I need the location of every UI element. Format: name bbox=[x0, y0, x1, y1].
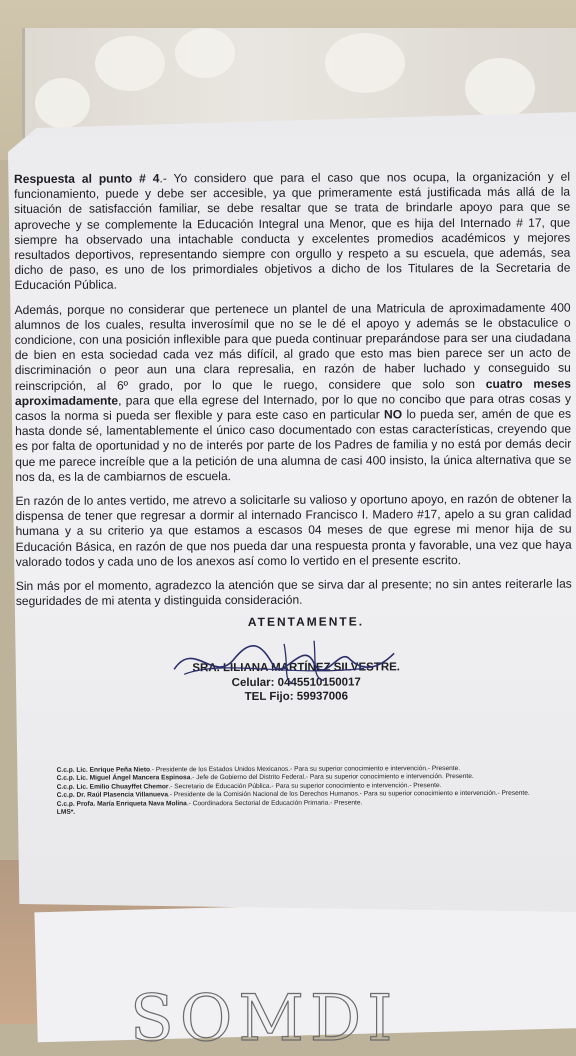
ccp-name: C.c.p. Lic. Enrique Peña Nieto bbox=[56, 766, 151, 774]
ccp-desc: .- Presidente de la Comisión Nacional de los Derechos Humanos.- Para su superior conocimiento e intervención.- Presente. bbox=[168, 789, 530, 799]
paragraph-1 bbox=[14, 170, 571, 294]
paragraph-2-part-a: Además, porque no considerar que pertenece un plantel de una Matricula de aproximadamente 400 alumnos de los cuales, resulta inverosímil que no se le dé el apoyo y además se le obstaculice o condicione, con una posición inflexible para que pueda continuar preparándose para ser una ciudadana de bien en esta sociedad cada vez más difícil, al grado que esto mas bien parece ser un acto de discriminación o peor aun una clara represalia, en razón de haber luchado y conseguido su reinscripción, al 6º grado, por lo que le ruego, considere que solo son bbox=[14, 300, 571, 393]
letter-body bbox=[14, 170, 573, 818]
paragraph-1-label: Respuesta al punto # 4 bbox=[14, 171, 160, 186]
paragraph-2-bold-1: cuatro meses aproximadamente bbox=[14, 376, 571, 408]
paragraph-2 bbox=[15, 300, 572, 485]
paragraph-2-part-c: lo pueda ser, amén de que es hasta donde sé, lamentablemente el único caso documentado con estas características, creyendo que es por falta de oportunidad y no de interés por parte de los Padres de familia y no está por demás decir que me parece increíble que a la petición de una alumna de casi 400 insisto, la única alternativa que se nos da, es la de cambiarnos de escuela. bbox=[15, 406, 572, 484]
ccp-name: C.c.p. Lic. Emilio Chuayffet Chemor bbox=[56, 783, 169, 791]
paragraph-2-bold-2: NO bbox=[383, 407, 403, 422]
signer-name: SRA. LILIANA MARTÍNEZ SILVESTRE. bbox=[192, 661, 401, 674]
landline-phone: TEL Fijo: 59937006 bbox=[244, 690, 348, 703]
carbon-copy-list bbox=[57, 765, 557, 818]
ccp-desc: .- Presidente de los Estados Unidos Mexicanos.- Para su superior conocimiento e intervención.- Presente. bbox=[150, 764, 461, 774]
ccp-desc: .- Coordinadora Sectorial de Educación Primaria.- Presente. bbox=[186, 799, 363, 807]
paragraph-3: En razón de lo antes vertido, me atrevo a solicitarle su valioso y oportuno apoyo, en razón de obtener la dispensa de tener que regresar a dormir al internado Francisco I. Madero #17, apelo a su gran calidad humana y a su criterio ya que estamos a escasos 04 meses de que egrese mi menor hija de su Educación Básica, en razón de que nos pueda dar una respuesta pronta y favorable, una vez que haya valorado todos y cada uno de los anexos así como lo vertido en el presente escrito. bbox=[15, 491, 572, 569]
paragraph-1-text: .- Yo considero que para el caso que nos ocupa, la organización y el funcionamiento, puede y debe ser accesible, ya que primeramente está justificada más allá de la situación de satisfacción familiar, se debe resaltar que se trata de brindarle apoyo para que se aproveche y se complemente la Educación Integral una Menor, que es hija del Internado # 17, que siempre ha observado una intachable conducta y excelentes promedios académicos y mejores resultados deportivos, representando siempre con orgullo y respeto a su escuela, que además, sea dicho de paso, es uno de los primordiales objetivos a dicho de los Titulares de la Secretaria de Educación Pública. bbox=[14, 169, 571, 293]
ccp-name: C.c.p. Lic. Miguel Ángel Mancera Espinosa bbox=[56, 774, 191, 783]
ccp-desc: .- Secretario de Educación Pública.- Para su superior conocimiento e intervención.- Presente. bbox=[168, 781, 442, 791]
signature-block bbox=[136, 615, 436, 705]
ccp-name: C.c.p. Profa. María Enriqueta Nava Molina bbox=[56, 799, 187, 808]
ccp-desc: .- Jefe de Gobierno del Distrito Federal.- Para su superior conocimiento e intervención. Presente. bbox=[190, 773, 474, 782]
handwritten-signature-icon bbox=[164, 629, 404, 690]
cell-phone: Celular: 0445510150017 bbox=[231, 676, 361, 689]
paragraph-4: Sin más por el momento, agradezco la atención que se sirva dar al presente; no sin antes reiterarle las seguridades de mi atenta y distinguida consideración. bbox=[15, 576, 572, 609]
paragraph-2-part-b: , para que ella egrese del Internado, por lo que no concibo que para otras cosas y casos la norma si pueda ser flexible y para este caso en particular bbox=[15, 391, 572, 424]
initials: LMS*. bbox=[56, 808, 76, 816]
closing-text: ATENTAMENTE. bbox=[247, 614, 365, 630]
ccp-name: C.c.p. Dr. Raúl Plasencia Villanueva bbox=[56, 791, 169, 799]
second-sheet-heading: SOMDI bbox=[130, 982, 399, 1056]
